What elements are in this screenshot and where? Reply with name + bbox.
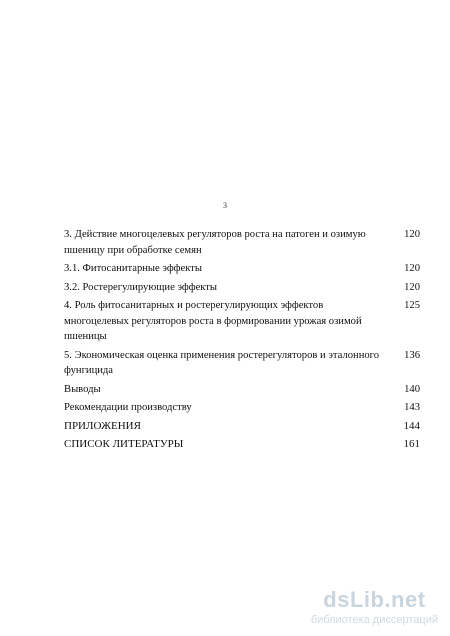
toc-entry-page: 136	[404, 349, 420, 361]
page-number: 3	[223, 201, 227, 210]
toc-entry-page: 143	[404, 402, 420, 413]
watermark	[311, 587, 438, 626]
toc-entry	[64, 419, 420, 435]
toc-entry-page: 161	[403, 438, 420, 450]
toc-entry-page: 144	[403, 419, 420, 432]
toc-entry-title: 3.1. Фитосанитарные эффекты	[64, 263, 203, 274]
toc-entry-title: Выводы	[64, 383, 101, 395]
table-of-contents	[64, 227, 420, 456]
toc-entry-page: 120	[404, 263, 420, 274]
toc-entry	[64, 261, 420, 277]
toc-entry-page: 125	[404, 300, 420, 311]
toc-entry-title: Рекомендации производству	[64, 402, 192, 413]
toc-entry-title: 4. Роль фитосанитарных и ростерегулирующих эффектов многоцелевых регуляторов роста в формировании урожая озимой пшеницы	[64, 300, 362, 342]
toc-entry-title: СПИСОК ЛИТЕРАТУРЫ	[64, 438, 184, 450]
toc-entry	[64, 437, 420, 453]
toc-entry	[64, 400, 420, 416]
toc-entry-title: ПРИЛОЖЕНИЯ	[64, 419, 141, 432]
toc-entry	[64, 298, 420, 345]
toc-entry-title: 3. Действие многоцелевых регуляторов роста на патоген и озимую пшеницу при обработке семян	[64, 229, 366, 256]
watermark-logo: dsLib.net	[323, 587, 426, 612]
toc-entry	[64, 280, 420, 296]
toc-entry	[64, 227, 420, 258]
toc-entry-page: 120	[404, 281, 420, 293]
watermark-subtitle: библиотека диссертаций	[310, 614, 438, 626]
toc-entry-title: 5. Экономическая оценка применения ростерегуляторов и эталонного фунгицида	[64, 349, 380, 376]
toc-entry	[64, 382, 420, 398]
toc-entry	[64, 348, 420, 379]
toc-entry-title: 3.2. Ростерегулирующие эффекты	[64, 281, 218, 293]
toc-entry-page: 140	[404, 383, 420, 395]
toc-entry-page: 120	[404, 229, 420, 240]
